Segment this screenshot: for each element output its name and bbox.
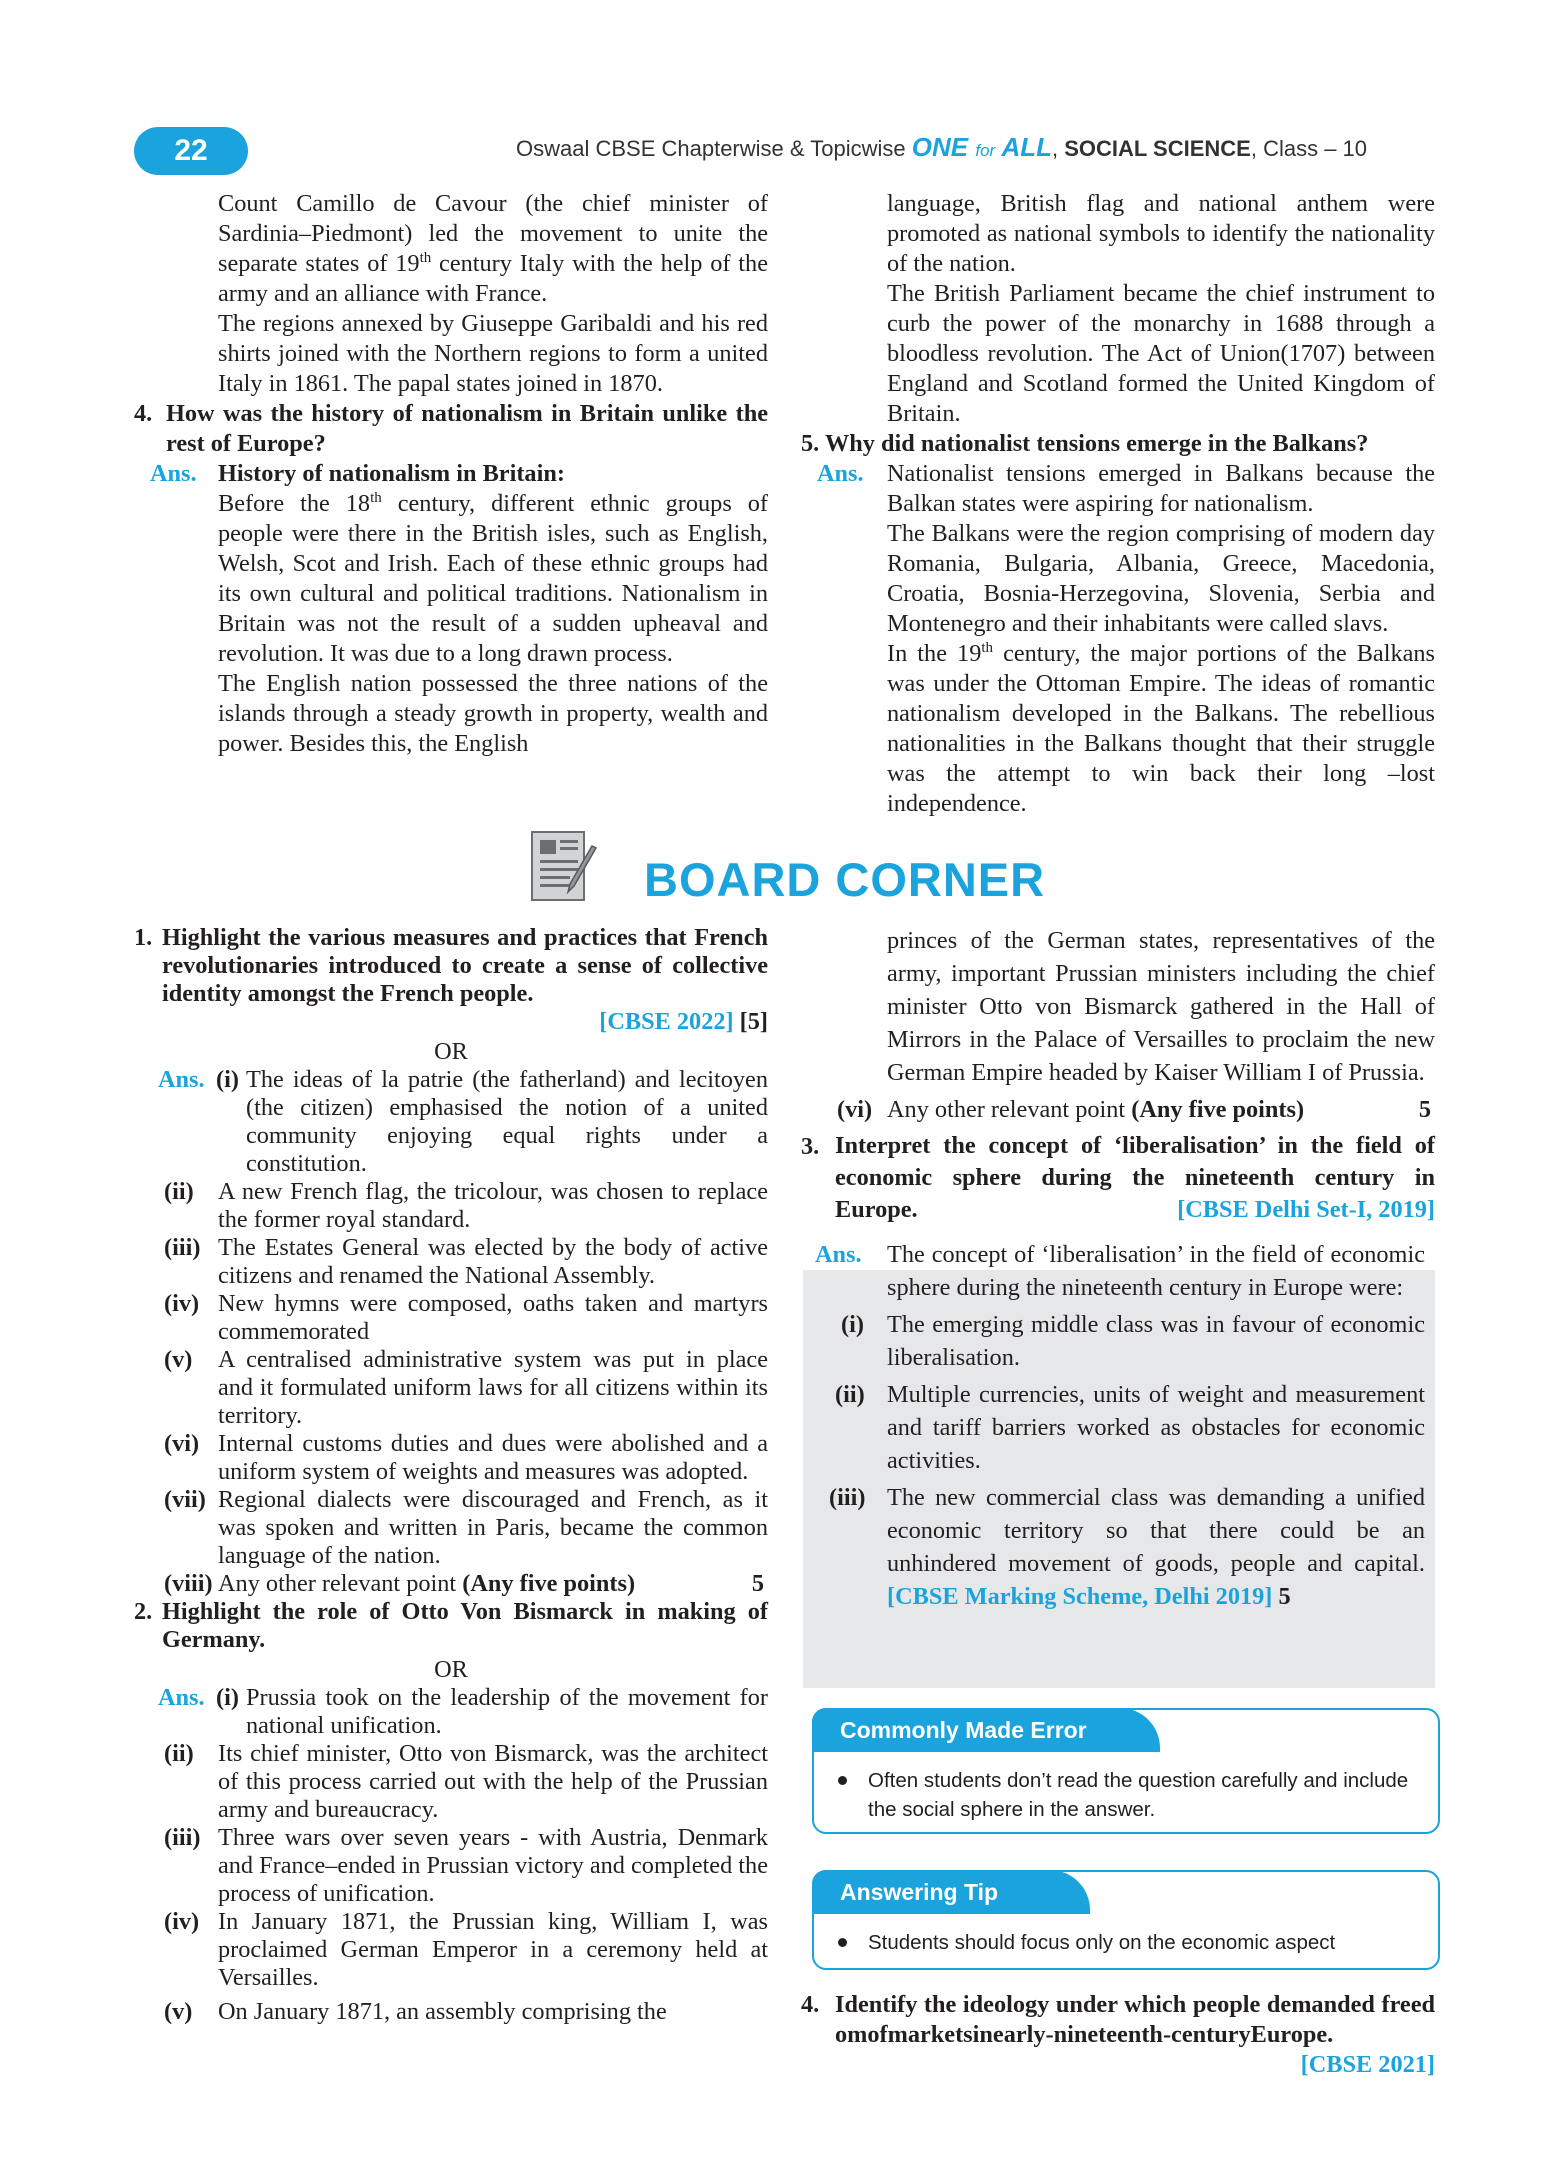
- answer-1-item: (vii) Regional dialects were discouraged and French, as it was spoken and written in Paris, became the common language of the nation.: [164, 1486, 768, 1569]
- class-text: , Class – 10: [1250, 136, 1368, 161]
- answer-2-item: (vi) Any other relevant point (Any five points) 5: [801, 1093, 1435, 1126]
- question-2: 2. Highlight the role of Otto Von Bismarck in making of Germany.: [134, 1598, 768, 1653]
- question-3: 3. Interpret the concept of ‘liberalisation’ in the field of economic sphere during the nineteenth century in Europe. [CBSE Delhi Set-I, 2019]: [801, 1132, 1435, 1223]
- paragraph: Count Camillo de Cavour (the chief minister of Sardinia–Piedmont) led the movement to unite the separate states of 19th century Italy with the help of the army and an alliance with France.: [218, 190, 768, 307]
- bottom-right-column: [801, 924, 1435, 1613]
- answer-3-item: (ii) Multiple currencies, units of weight and measurement and tariff barriers worked as obstacles for economic activities.: [835, 1381, 1425, 1474]
- answer-3: Ans. The concept of ‘liberalisation’ in the field of economic sphere during the nineteenth century in Europe were:: [801, 1238, 1425, 1304]
- ans-label: Ans.: [817, 460, 864, 487]
- board-corner-title: BOARD CORNER: [644, 853, 1046, 906]
- brand-one: ONE: [911, 132, 969, 162]
- answer-5: Ans. Nationalist tensions emerged in Balkans because the Balkan states were aspiring for nationalism.: [801, 459, 1435, 519]
- paragraph: In the 19th century, the major portions of the Balkans was under the Ottoman Empire. The ideas of romantic nationalism developed in the Balkans. The rebellious nationalities in the Balkans thought that their struggle was the attempt to win back their long –lost independence.: [887, 639, 1435, 817]
- or-separator: OR: [434, 1656, 468, 1683]
- ans-label: Ans.: [158, 1066, 205, 1093]
- brand-all: ALL: [1001, 132, 1052, 162]
- bullet-icon: [838, 1938, 847, 1947]
- paragraph: Before the 18th century, different ethnic groups of people were there in the British isles, such as English, Welsh, Scot and Irish. Each of these ethnic groups had its own cultural and political traditions. Nationalism in Britain was not the result of a sudden upheaval and revolution. It was due to a long drawn process.: [218, 489, 769, 667]
- paragraph: princes of the German states, representatives of the army, important Prussian ministers including the chief minister Otto von Bismarck gathered in the Hall of Mirrors in the Palace of Versailles to proclaim the new German Empire headed by Kaiser William I of Prussia.: [887, 927, 1435, 1086]
- paragraph: The regions annexed by Giuseppe Garibaldi and his red shirts joined with the Northern regions to form a united Italy in 1861. The papal states joined in 1870.: [218, 310, 768, 397]
- question-1: 1. Highlight the various measures and practices that French revolutionaries introduced to create a sense of collective identity amongst the French people.: [134, 924, 768, 1007]
- board-corner-icon: [530, 830, 600, 904]
- answering-tip-box: [812, 1870, 1440, 1970]
- commonly-made-error-item: Often students don’t read the question carefully and include the social sphere in the answer.: [868, 1766, 1416, 1824]
- subject: SOCIAL SCIENCE: [1064, 136, 1251, 161]
- answer-2-item: (v) On January 1871, an assembly comprising the: [164, 1998, 667, 2025]
- answer-2-item: (iv) In January 1871, the Prussian king, William I, was proclaimed German Emperor in a ceremony held at Versailles.: [164, 1908, 768, 1991]
- answer-2-item: Ans. (i) Prussia took on the leadership of the movement for national unification.: [134, 1684, 768, 1740]
- answer-3-item: (iii) The new commercial class was demanding a unified economic territory so that there could be an unhindered movement of goods, people and capital. [CBSE Marking Scheme, Delhi 2019] 5: [829, 1484, 1425, 1610]
- marks: 5: [1418, 1096, 1431, 1123]
- page-number: 22: [134, 127, 248, 175]
- commonly-made-error-box: [812, 1708, 1440, 1834]
- top-left-column: [134, 189, 768, 759]
- brand-for: for: [975, 141, 996, 160]
- answer-heading: History of nationalism in Britain:: [218, 460, 565, 487]
- paragraph: The Balkans were the region comprising of modern day Romania, Bulgaria, Albania, Greece, Macedonia, Croatia, Bosnia-Herzegovina, Slovenia, Serbia and Montenegro and their inhabitants were called slavs.: [887, 520, 1435, 637]
- question-4-citation: [CBSE 2021]: [1300, 2051, 1435, 2078]
- answer-2-item: (iii) Three wars over seven years - with Austria, Denmark and France–ended in Prussian victory and completed the process of unification.: [164, 1824, 768, 1907]
- answer-1-item: (v) A centralised administrative system was put in place and it formulated uniform laws for all citizens within its territory.: [164, 1346, 768, 1429]
- question-4-block: [801, 1990, 1435, 2080]
- answering-tip-item: Students should focus only on the economic aspect: [868, 1928, 1416, 1957]
- ans-label: Ans.: [815, 1241, 862, 1268]
- paragraph: The British Parliament became the chief instrument to curb the power of the monarchy in 1688 through a bloodless revolution. The Act of Union(1707) between England and Scotland formed the United Kingdom of Britain.: [887, 280, 1435, 427]
- question-5: 5. Why did nationalist tensions emerge in the Balkans?: [801, 430, 1369, 457]
- paragraph: The English nation possessed the three nations of the islands through a steady growth in property, wealth and power. Besides this, the English: [218, 670, 768, 757]
- commonly-made-error-title: Commonly Made Error: [812, 1708, 1160, 1752]
- question-4: 4. Identify the ideology under which people demanded freedomofmarketsinearly-nineteenth-centuryEurope.: [801, 1991, 1435, 2048]
- answering-tip-title: Answering Tip: [812, 1870, 1090, 1914]
- answer-1-item: Ans. (i) The ideas of la patrie (the fatherland) and lecitoyen (the citizen) emphasised the notion of a united community enjoying equal rights under a constitution.: [134, 1066, 768, 1178]
- ans-label: Ans.: [158, 1684, 205, 1711]
- answer-2-item: (ii) Its chief minister, Otto von Bismarck, was the architect of this process carried out with the help of the Prussian army and bureaucracy.: [164, 1740, 768, 1823]
- running-header: Oswaal CBSE Chapterwise & Topicwise ONE for ALL, SOCIAL SCIENCE, Class – 10: [516, 132, 1368, 162]
- answer-1-item: (ii) A new French flag, the tricolour, was chosen to replace the former royal standard.: [164, 1178, 768, 1233]
- bullet-icon: [838, 1776, 847, 1785]
- answer-3-item: (i) The emerging middle class was in favour of economic liberalisation.: [841, 1311, 1425, 1371]
- answer-1-item: (iii) The Estates General was elected by the body of active citizens and renamed the National Assembly.: [164, 1234, 768, 1289]
- or-separator: OR: [434, 1038, 468, 1065]
- answer-1-item: (iv) New hymns were composed, oaths taken and martyrs commemorated: [164, 1290, 768, 1345]
- ans-label: Ans.: [150, 460, 197, 487]
- paragraph: language, British flag and national anthem were promoted as national symbols to identify the nationality of the nation.: [887, 190, 1435, 277]
- question-1-citation: [CBSE 2022] [5]: [599, 1008, 768, 1035]
- question-4: 4. How was the history of nationalism in Britain unlike the rest of Europe?: [134, 400, 768, 457]
- citation: [CBSE Marking Scheme, Delhi 2019]: [887, 1583, 1273, 1610]
- marks: 5: [751, 1570, 764, 1597]
- answer-1-item: (viii) Any other relevant point (Any five points) 5: [134, 1570, 768, 1598]
- bottom-left-column: [134, 924, 768, 2026]
- top-right-column: [801, 189, 1435, 819]
- answer-4: [134, 459, 768, 489]
- answer-1-item: (vi) Internal customs duties and dues were abolished and a uniform system of weights and measures was adopted.: [164, 1430, 768, 1485]
- publisher-text: Oswaal CBSE Chapterwise & Topicwise: [516, 136, 912, 161]
